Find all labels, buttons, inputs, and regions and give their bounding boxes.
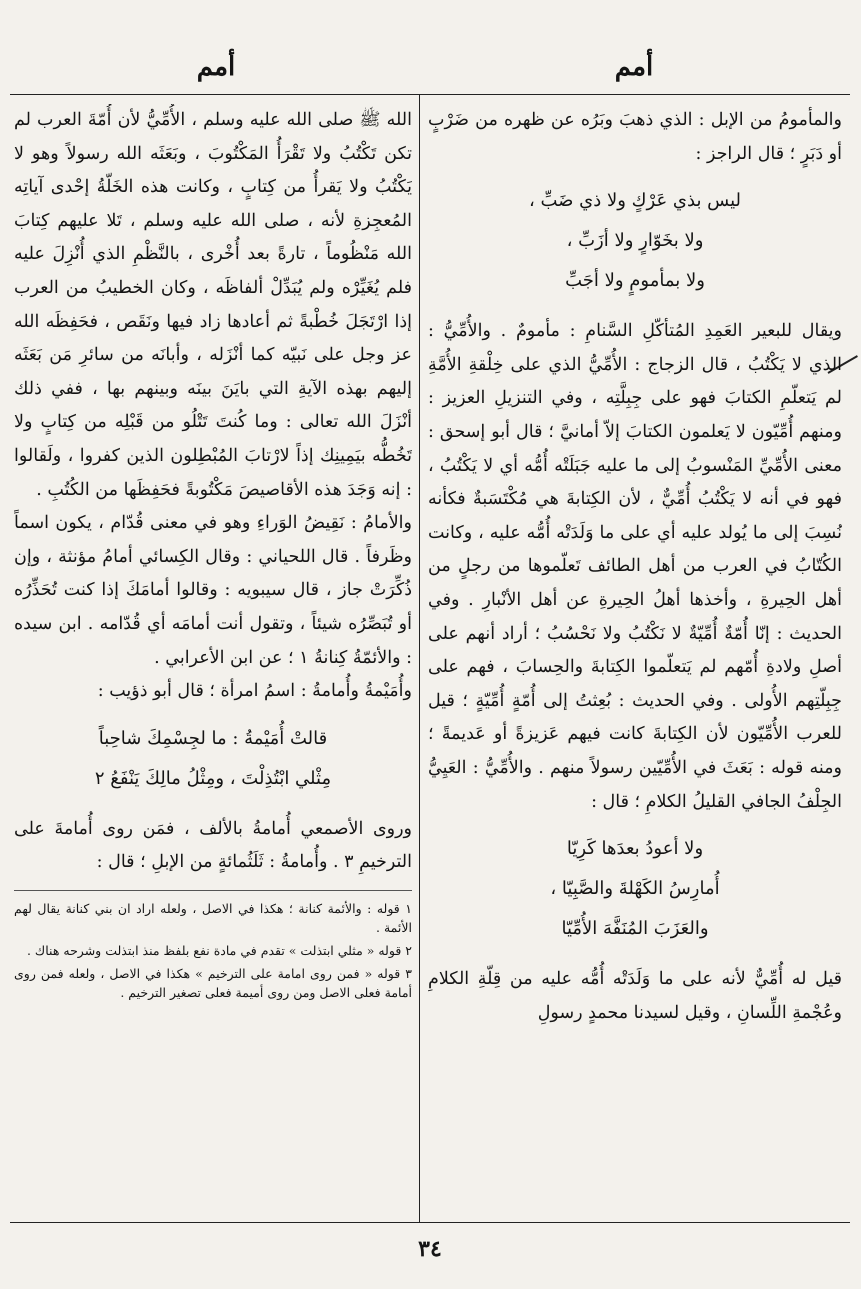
header-rule [10,94,850,95]
right-verse-1 [428,181,842,301]
left-column [14,104,412,1218]
right-verse-2 [428,829,842,949]
verse-line: قالتْ أُمَيْمةُ : ما لجِسْمِكَ شاحِباً [98,727,328,749]
column-divider [419,94,420,1222]
verse-line: ليس بذي عَرْكٍ ولا ذي ضَبِّ ، [528,190,742,212]
verse-line: ولا بمأمومٍ ولا أجَبِّ [565,270,705,292]
left-paragraph-3: وأُمَيْمةُ وأُمامةُ : اسمُ امرأة ؛ قال أبو ذؤيب : [97,681,412,702]
running-headword-left: أمم [196,52,236,82]
verse-line: أُمارِسُ الكَهْلةَ والصَّبِيّا ، [550,878,720,900]
right-paragraph-1: والمأمومُ من الإبل : الذي ذهبَ وبَرُه عن ظهره من ضَرْبٍ أو دَبَرٍ ؛ قال الراجز : [428,110,842,164]
left-paragraph-1: الله ﷺ صلى الله عليه وسلم ، الأُمِّيُّ لأن أُمّةَ العرب لم تكن تَكْتُبُ ولا تَقْرَأُ المَكْتُوبَ ، وبَعَثَه الله رسولاً وهو لا يَكْتُبُ ولا يَقرأُ من كِتابٍ ، وكانت هذه الخَلّةُ إحْدى آياتِه المُعجِزةِ لأنه ، صلى الله عليه وسلم ، تَلا عليهم كِتابَ الله مَنْظُوماً ، تارةً بعد أُخْرى ، بالنَّظْمِ الذي أُنْزِلَ عليه فلم يُغَيِّرْه ولم يُبَدِّلْ ألفاظَه ، وكان الخطيبُ من العرب إذا ارْتَجَلَ خُطْبةً ثم أعادها زاد فيها ونَقَص ، فحَفِظَه الله عز وجل على نَبيّه كما أنْزَله ، وأبانَه من سائرِ مَن بَعَثَه إليهم بهذه الآيةِ التي بايَنَ بينَه وبينهم بها ، ففي ذلك أنْزَلَ الله تعالى : وما كُنتَ تَتْلُو من قَبْلِه من كِتابٍ ولا تَخُطُّه بيَمِينِك إذاً لارْتابَ المُبْطِلون الذين كفروا ، ولَقالوا : إنه وَجَدَ هذه الأقاصيصَ مَكْتُوبةً فحَفِظَها من الكُتُبِ . [14,110,412,500]
left-paragraph-2: والأمامُ : نَقِيضُ الوَراءِ وهو في معنى قُدّام ، يكون اسماً وظَرفاً . قال اللحياني : وقال الكِسائي أمامُ مؤنثة ، وإن ذُكِّرَتْ جاز ، قال سيبويه : وقالوا أمامَكَ إذا كنت تُحَذِّرُه أو تُبَصِّرُه شيئاً ، وتقول أنت أمامَه أي قُدّامه . ابن سيده : والأئمّةُ كِنانةُ ١ ؛ عن ابن الأعرابي . [14,513,412,668]
page-number: ٣٤ [418,1236,442,1262]
footer-rule [10,1222,850,1223]
footnote: ١ قوله : والأئمة كنانة ؛ هكذا في الاصل ، ولعله اراد ان بني كنانة يقال لهم الأئمة . [14,900,412,935]
left-paragraph-4: وروى الأصمعي أُمامةُ بالألف ، فمَن روى أُمامةَ على الترخيمِ ٣ . وأُمامةُ : ثَلَثُمائةٍ من الإبلِ ؛ قال : [14,818,412,873]
left-verse [14,719,412,799]
right-column [428,104,842,1218]
right-paragraph-2: ويقال للبعير العَمِدِ المُتأكّلِ السَّنامِ : مأمومٌ . والأُمِّيُّ : الذي لا يَكْتُبُ ، قال الزجاج : الأُمِّيُّ الذي على خِلْقةِ الأُمَّةِ لم يَتعلّمِ الكتابَ فهو على جِبِلَّتِه ، وفي التنزيلِ العزيز : ومنهم أُمِّيّون لا يَعلمون الكتابَ إلاّ أمانيَّ ؛ قال أبو إسحق : معنى الأُمِّيِّ المَنْسوبُ إلى ما عليه جَبَلَتْه أُمُّه أي لا يَكْتُبُ ، فهو في أنه لا يَكْتُبُ أُمِّيٌّ ، لأن الكِتابةَ هي مُكْتَسَبةٌ فكأنه نُسِبَ إلى ما يُولد عليه أي على ما وَلَدَتْه أُمُّه عليه ، وكانت الكُتّابُ في العرب من أهل الطائف تَعلّموها من رجلٍ من أهل الحِيرةِ ، وأخذها أهلُ الحِيرةِ عن أهل الأنْبارِ . وفي الحديث : إنّا أُمّةٌ أُمِّيّةٌ لا نَكْتُبُ ولا نَحْسُبُ ؛ أراد أنهم على أصلِ ولادةِ أُمّهم لم يَتعلّموا الكِتابةَ والحِسابَ ، فهم على جِبِلّتِهم الأُولى . وفي الحديث : بُعِثتُ إلى أُمّةٍ أُمِّيّةٍ ؛ قيل للعرب الأُمِّيّون لأن الكِتابةَ كانت فيهم عَزيزةً أو عَديمةً ؛ ومنه قوله : بَعَثَ في الأُمِّيّين رسولاً منهم . والأُمِّيُّ : العَيِيُّ الجِلْفُ الجافي القليلُ الكلامِ ؛ قال : [428,321,842,812]
verse-line: والعَزَبَ المُنَفَّهَ الأُمِّيّا [561,918,709,940]
right-paragraph-3: قيل له أُمِّيٌّ لأنه على ما وَلَدَتْه أُمُّه عليه من قِلّةِ الكلامِ وعُجْمةِ اللِّسانِ ، وقيل لسيدنا محمدٍ رسولِ [428,969,842,1023]
running-headword-right: أمم [614,52,654,82]
verse-line: ولا بخَوّارٍ ولا أزَبِّ ، [566,230,704,252]
footnote: ٣ قوله « فمن روى امامة على الترخيم » هكذا في الاصل ، ولعله فمن روى أمامة فعلى الاصل ومن روى أميمة فعلى تصغير الترخيم . [14,965,412,1000]
footnote: ٢ قوله « مثلي ابتذلت » تقدم في مادة نفع بلفظ منذ ابتذلت وشرحه هناك . [26,942,412,958]
verse-line: ولا أعودُ بعدَها كَرِيّا [566,838,704,860]
verse-line: مِثْلي ابْتُذِلْتَ ، ومِثْلُ مالِكَ يَنْفَعُ ٢ [94,767,332,789]
footnotes [14,890,412,1002]
